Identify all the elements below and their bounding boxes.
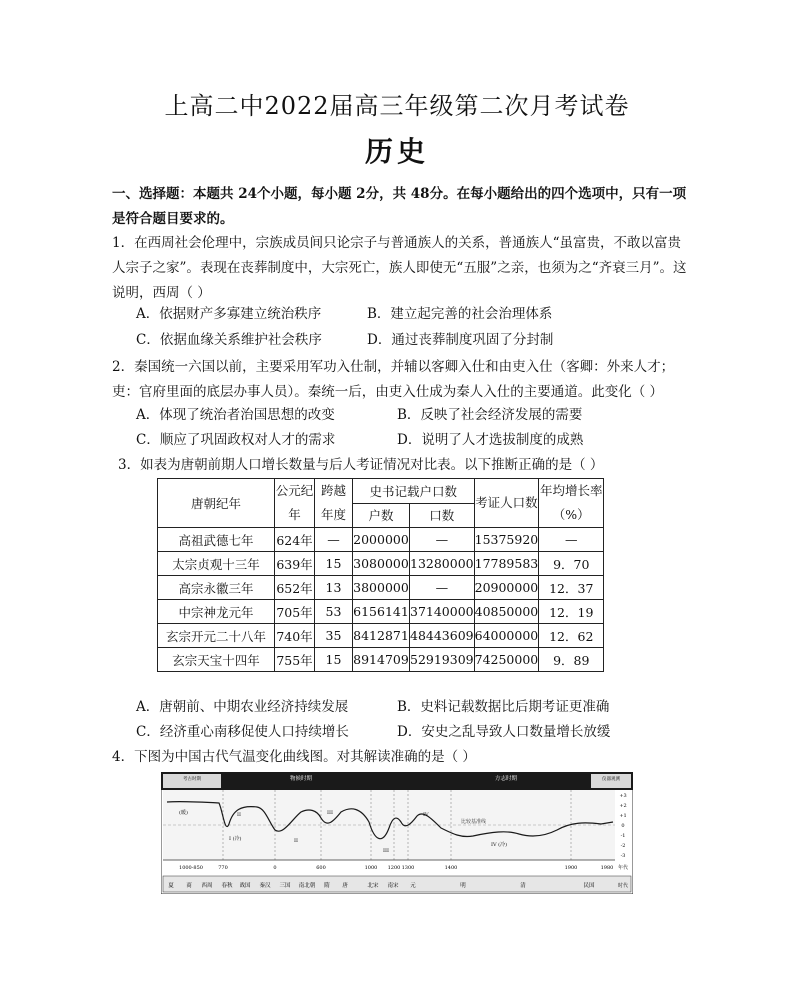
dynasty-label: 三国 <box>279 883 291 889</box>
band-label: 考古时期 <box>183 777 201 782</box>
question-2-stem: 2．秦国统一六国以前，主要采用军功入仕制，并辅以客卿入仕和由吏入仕（客卿：外来人才；吏：官府里面的底层办事人员）。秦统一后，由吏入仕成为秦人入仕的主要通道。此变化（ ） <box>112 359 675 400</box>
table-cell: 8914709 <box>353 648 410 672</box>
temp-tick-label: +2 <box>619 803 627 809</box>
table-cell: 13 <box>315 576 353 600</box>
table-cell: 20900000 <box>474 576 539 600</box>
temp-tick-label: 0 <box>621 823 625 829</box>
question-4-stem: 4．下图为中国古代气温变化曲线图。对其解读准确的是（ ） <box>112 749 476 765</box>
q1-option-d[interactable]: D．通过丧葬制度巩固了分封制 <box>367 332 554 348</box>
year-tick-label: 1400 <box>444 865 458 871</box>
svg-text:IV: IV <box>423 812 429 818</box>
exam-title: 上高二中2022届高三年级第二次月考试卷 <box>164 92 630 120</box>
q2-option-c[interactable]: C．顺应了巩固政权对人才的需求 <box>136 432 336 448</box>
dynasty-label: 南宋 <box>387 883 399 889</box>
svg-text:III: III <box>383 848 389 854</box>
year-tick-label: 1980 <box>600 865 614 871</box>
baseline-label: 比较基准线 <box>461 819 487 825</box>
subject-title: 历史 <box>364 135 429 168</box>
dynasty-label: 唐 <box>342 883 348 889</box>
table-cell: 652年 <box>275 576 315 600</box>
header-households: 户数 <box>353 503 410 528</box>
q3-option-d[interactable]: D．安史之乱导致人口数量增长放缓 <box>397 724 611 740</box>
temp-tick-label: -2 <box>620 843 626 849</box>
svg-text:II: II <box>237 812 241 818</box>
header-growth: 年均增长率（%） <box>539 479 604 528</box>
table-cell: 705年 <box>275 600 315 624</box>
table-cell: 12．62 <box>539 624 604 648</box>
q1-option-a[interactable]: A．依据财产多寡建立统治秩序 <box>136 306 322 322</box>
dynasty-label: 元 <box>410 883 416 889</box>
table-row <box>158 552 604 576</box>
table-cell: 64000000 <box>474 624 539 648</box>
table-cell: 8412871 <box>353 624 410 648</box>
svg-text:(暖): (暖) <box>179 810 188 816</box>
temp-tick-label: -1 <box>620 833 626 839</box>
svg-text:IV (冷): IV (冷) <box>491 842 508 848</box>
temp-tick-label: +1 <box>619 813 627 819</box>
table-row <box>158 648 604 672</box>
header-persons: 口数 <box>410 503 475 528</box>
table-cell: — <box>539 528 604 552</box>
q2-option-a[interactable]: A．体现了统治者治国思想的改变 <box>136 407 335 423</box>
question-1-stem: 1．在西周社会伦理中，宗族成员间只论宗子与普通族人的关系，普通族人“虽富贵，不敢以富贵人宗子之家”。表现在丧葬制度中，大宗死亡，族人即使无“五服”之亲，也须为之“齐衰三月”。这说明，西周（ ） <box>112 235 687 301</box>
table-cell: 755年 <box>275 648 315 672</box>
table-cell: 玄宗天宝十四年 <box>158 648 275 672</box>
table-row <box>158 624 604 648</box>
dynasty-label: 战国 <box>239 883 251 889</box>
table-cell: 高祖武德七年 <box>158 528 275 552</box>
q3-option-c[interactable]: C．经济重心南移促使人口持续增长 <box>136 724 349 740</box>
table-cell: 15 <box>315 648 353 672</box>
dynasty-label: 春秋 <box>221 883 233 889</box>
band-label: 物候时期 <box>289 776 313 782</box>
temperature-chart <box>161 772 633 894</box>
table-cell: 40850000 <box>474 600 539 624</box>
q2-option-b[interactable]: B．反映了社会经济发展的需要 <box>397 407 583 423</box>
table-cell: — <box>410 576 475 600</box>
year-tick-label: 0 <box>273 865 277 871</box>
header-era: 唐朝纪年 <box>158 479 275 528</box>
header-span: 跨越年度 <box>315 479 353 528</box>
table-cell: 639年 <box>275 552 315 576</box>
table-cell: 35 <box>315 624 353 648</box>
dynasty-label: 隋 <box>324 883 330 889</box>
table-cell: 15 <box>315 552 353 576</box>
header-records: 史书记载户口数 <box>353 479 475 504</box>
svg-text:III: III <box>327 810 333 816</box>
table-row <box>158 600 604 624</box>
q1-option-b[interactable]: B．建立起完善的社会治理体系 <box>367 306 553 322</box>
population-table <box>157 478 604 672</box>
table-cell: 37140000 <box>410 600 475 624</box>
header-year: 公元纪年 <box>275 479 315 528</box>
table-cell: 48443609 <box>410 624 475 648</box>
table-cell: 9．70 <box>539 552 604 576</box>
table-cell: 玄宗开元二十八年 <box>158 624 275 648</box>
table-cell: 6156141 <box>353 600 410 624</box>
year-tick-label: 1000-850 <box>179 865 203 871</box>
era-axis-label: 时代 <box>617 883 629 889</box>
temp-tick-label: -3 <box>620 853 626 859</box>
table-cell: 9．89 <box>539 648 604 672</box>
table-cell: 13280000 <box>410 552 475 576</box>
table-cell: 太宗贞观十三年 <box>158 552 275 576</box>
table-cell: 624年 <box>275 528 315 552</box>
band-label: 仪器观测 <box>602 777 620 782</box>
table-cell: 17789583 <box>474 552 539 576</box>
header-estimate: 考证人口数 <box>474 479 539 528</box>
table-row <box>158 528 604 552</box>
table-cell: — <box>410 528 475 552</box>
table-cell: 740年 <box>275 624 315 648</box>
dynasty-label: 西周 <box>201 883 213 889</box>
year-tick-label: 1000 <box>364 865 378 871</box>
table-cell: 74250000 <box>474 648 539 672</box>
svg-text:I (冷): I (冷) <box>229 836 242 842</box>
dynasty-label: 南北朝 <box>298 883 316 889</box>
table-cell: 3080000 <box>353 552 410 576</box>
year-tick-label: 770 <box>218 865 228 871</box>
dynasty-label: 明 <box>460 883 466 889</box>
table-cell: 2000000 <box>353 528 410 552</box>
dynasty-label: 秦汉 <box>259 883 271 889</box>
table-cell: 12．37 <box>539 576 604 600</box>
year-tick-label: 1200 <box>387 865 401 871</box>
table-cell: 12．19 <box>539 600 604 624</box>
year-axis-label: 年代 <box>617 865 629 871</box>
table-cell: 3800000 <box>353 576 410 600</box>
table-row <box>158 576 604 600</box>
q1-option-c[interactable]: C．依据血缘关系维护社会秩序 <box>136 332 322 348</box>
table-cell: 中宗神龙元年 <box>158 600 275 624</box>
q2-option-d[interactable]: D．说明了人才选拔制度的成熟 <box>397 432 584 448</box>
dynasty-label: 民国 <box>583 883 595 889</box>
table-cell: 高宗永徽三年 <box>158 576 275 600</box>
table-cell: 53 <box>315 600 353 624</box>
temp-tick-label: +3 <box>619 793 627 799</box>
dynasty-label: 清 <box>520 883 526 889</box>
q3-option-a[interactable]: A．唐朝前、中期农业经济持续发展 <box>136 699 349 715</box>
band-label: 方志时期 <box>494 776 518 782</box>
section-heading: 一、选择题：本题共 24个小题，每小题 2分，共 48分。在每小题给出的四个选项中，只有一项是符合题目要求的。 <box>112 186 687 227</box>
table-cell: 52919309 <box>410 648 475 672</box>
table-cell: 15375920 <box>474 528 539 552</box>
year-tick-label: 600 <box>316 865 326 871</box>
q3-option-b[interactable]: B．史料记载数据比后期考证更准确 <box>397 699 610 715</box>
svg-text:II: II <box>294 838 298 844</box>
year-tick-label: 1900 <box>564 865 578 871</box>
table-cell: — <box>315 528 353 552</box>
year-tick-label: 1300 <box>401 865 415 871</box>
question-3-stem: 3．如表为唐朝前期人口增长数量与后人考证情况对比表。以下推断正确的是（ ） <box>118 457 604 473</box>
dynasty-label: 商 <box>186 883 192 889</box>
dynasty-label: 北宋 <box>367 883 379 889</box>
dynasty-label: 夏 <box>168 883 174 889</box>
